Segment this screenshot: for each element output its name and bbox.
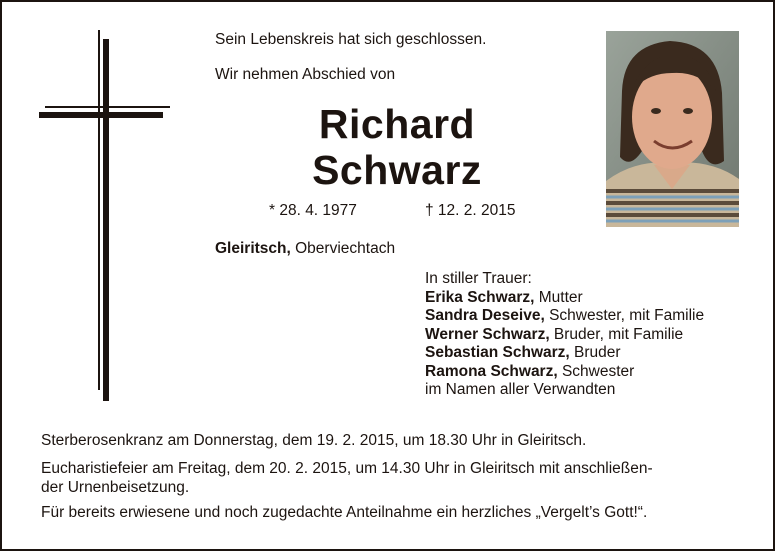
intro-line-2: Wir nehmen Abschied von bbox=[215, 66, 396, 83]
mourners-list bbox=[425, 270, 704, 400]
portrait-photo bbox=[606, 31, 739, 227]
mourner-row bbox=[425, 344, 704, 363]
place-of-residence bbox=[215, 240, 395, 258]
mourner-relation: Bruder, mit Familie bbox=[549, 325, 684, 343]
mass-notice bbox=[41, 459, 653, 497]
mourner-relation: Mutter bbox=[534, 288, 583, 306]
mourner-name: Werner Schwarz, bbox=[425, 325, 550, 343]
deceased-last-name: Schwarz bbox=[312, 147, 482, 193]
mourner-row bbox=[425, 289, 704, 308]
birth-date: * 28. 4. 1977 bbox=[269, 202, 357, 219]
mourner-relation: Schwester bbox=[557, 362, 635, 380]
mourner-relation: Schwester, mit Familie bbox=[544, 307, 705, 324]
mass-notice-line-1: Eucharistiefeier am Freitag, dem 20. 2. 2015, um 14.30 Uhr in Gleiritsch mit anschließen- bbox=[41, 460, 653, 477]
place-bold: Gleiritsch, bbox=[215, 240, 291, 257]
mourners-outro: im Namen aller Verwandten bbox=[425, 381, 616, 398]
mourner-relation: Bruder bbox=[569, 344, 621, 361]
place-rest: Oberviechtach bbox=[290, 240, 396, 257]
mourner-row bbox=[425, 363, 704, 382]
mourner-name: Ramona Schwarz, bbox=[425, 362, 558, 380]
thanks-notice: Für bereits erwiesene und noch zugedachte Anteilnahme ein herzliches „Vergelt’s Gott!“. bbox=[41, 504, 648, 521]
mass-notice-line-2: der Urnenbeisetzung. bbox=[41, 479, 190, 496]
intro-line-1: Sein Lebenskreis hat sich geschlossen. bbox=[215, 31, 487, 48]
mourner-name: Sandra Deseive, bbox=[425, 307, 545, 324]
mourner-row bbox=[425, 307, 704, 326]
mourner-row bbox=[425, 326, 704, 345]
death-date: † 12. 2. 2015 bbox=[425, 202, 516, 219]
mourners-intro: In stiller Trauer: bbox=[425, 270, 532, 287]
rosary-notice: Sterberosenkranz am Donnerstag, dem 19. 2. 2015, um 18.30 Uhr in Gleiritsch. bbox=[41, 432, 587, 449]
mourner-name: Sebastian Schwarz, bbox=[425, 344, 570, 361]
deceased-first-name: Richard bbox=[318, 101, 476, 147]
mourner-name: Erika Schwarz, bbox=[425, 288, 535, 306]
